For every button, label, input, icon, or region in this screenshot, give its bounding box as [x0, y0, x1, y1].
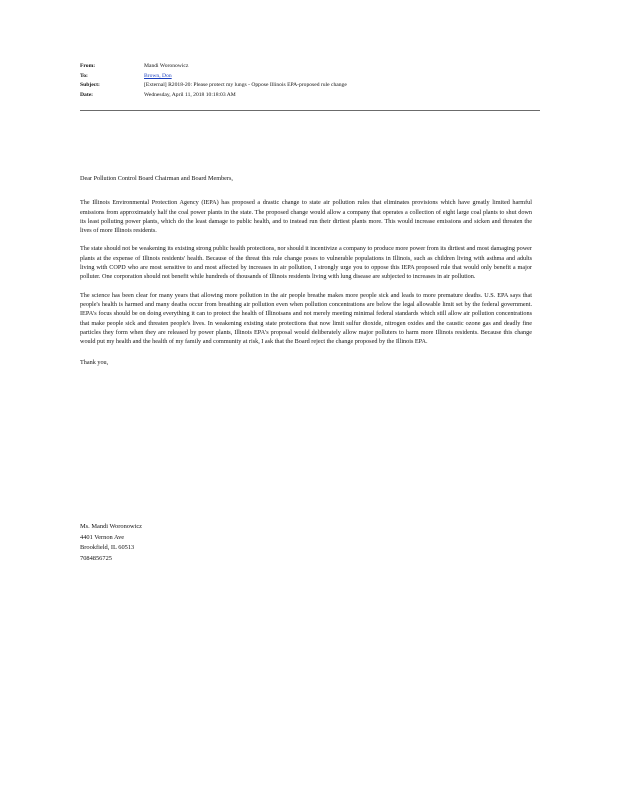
letter-body	[80, 174, 532, 368]
to-value-link[interactable]: Brown, Don	[144, 72, 172, 79]
paragraph-1: The Illinois Environmental Protection Agency (IEPA) has proposed a drastic change to state air pollution rules that eliminates provisions which have greatly limited harmful emissions from approximately half the coal power plants in the state. The proposed change would allow a company that operates a collection of eight large coal plants to shut down its least polluting power plants, which do the least damage to public health, and to instead run their dirtiest plants more. This would increase emissions and sicken and threaten the lives of more Illinois residents.	[80, 199, 532, 235]
date-value: Wednesday, April 11, 2018 10:18:03 AM	[144, 91, 236, 98]
email-header	[80, 62, 542, 100]
signature-name: Ms. Mandi Woronowicz	[80, 523, 143, 530]
header-divider	[80, 110, 540, 111]
salutation: Dear Pollution Control Board Chairman and Board Members,	[80, 175, 233, 182]
subject-label: Subject:	[80, 82, 100, 88]
from-label: From:	[80, 63, 96, 69]
paragraph-3: The science has been clear for many years that allowing more pollution in the air people breathe makes more people sick and leads to more premature deaths. U.S. EPA says that people's health is harmed and many deaths occur from breathing air pollution even when pollution concentrations are below the legal allowable limit set by the federal government. IEPA's focus should be on doing everything it can to protect the health of Illinoisans and not merely meeting minimal federal standards which still allow air pollution concentrations that make people sick and threaten people's lives. In weakening existing state protections that now limit sulfur dioxide, nitrogen oxides and the caustic ozone gas and deadly fine particles they form when they are released by power plants, Illinois EPA's proposal would deliberately allow major polluters to harm more Illinois residents. Because this change would put my health and the health of my family and community at risk, I ask that the Board reject the change proposed by the Illinois EPA.	[80, 291, 532, 346]
signature-phone: 7084856725	[80, 554, 112, 562]
paragraph-2: The state should not be weakening its existing strong public health protections, nor should it incentivize a company to produce more power from its dirtiest and most damaging power plants at the expense of Illinois residents' health. Because of the threat this rule change poses to vulnerable populations in Illinois, such as children living with asthma and adults living with COPD who are most sensitive to and most affected by increases in air pollution, I strongly urge you to oppose this IEPA proposed rule that would only benefit a major polluter. One corporation should not benefit while hundreds of thousands of Illinois residents living with lung disease are subjected to increases in air pollution.	[80, 245, 532, 281]
subject-row	[80, 81, 542, 91]
from-value: Mandi Woronowicz	[144, 63, 189, 69]
signature-block	[80, 522, 142, 564]
from-row	[80, 62, 542, 72]
closing: Thank you,	[80, 359, 109, 367]
to-label: To:	[80, 72, 88, 79]
signature-street: 4401 Vernon Ave	[80, 533, 125, 541]
signature-city: Brookfield, IL 60513	[80, 544, 135, 552]
date-row	[80, 91, 542, 101]
date-label: Date:	[80, 91, 94, 98]
subject-value: [External] R2018-20: Please protect my lungs - Oppose Illinois EPA-proposed rule change	[144, 82, 347, 88]
to-row	[80, 72, 542, 82]
